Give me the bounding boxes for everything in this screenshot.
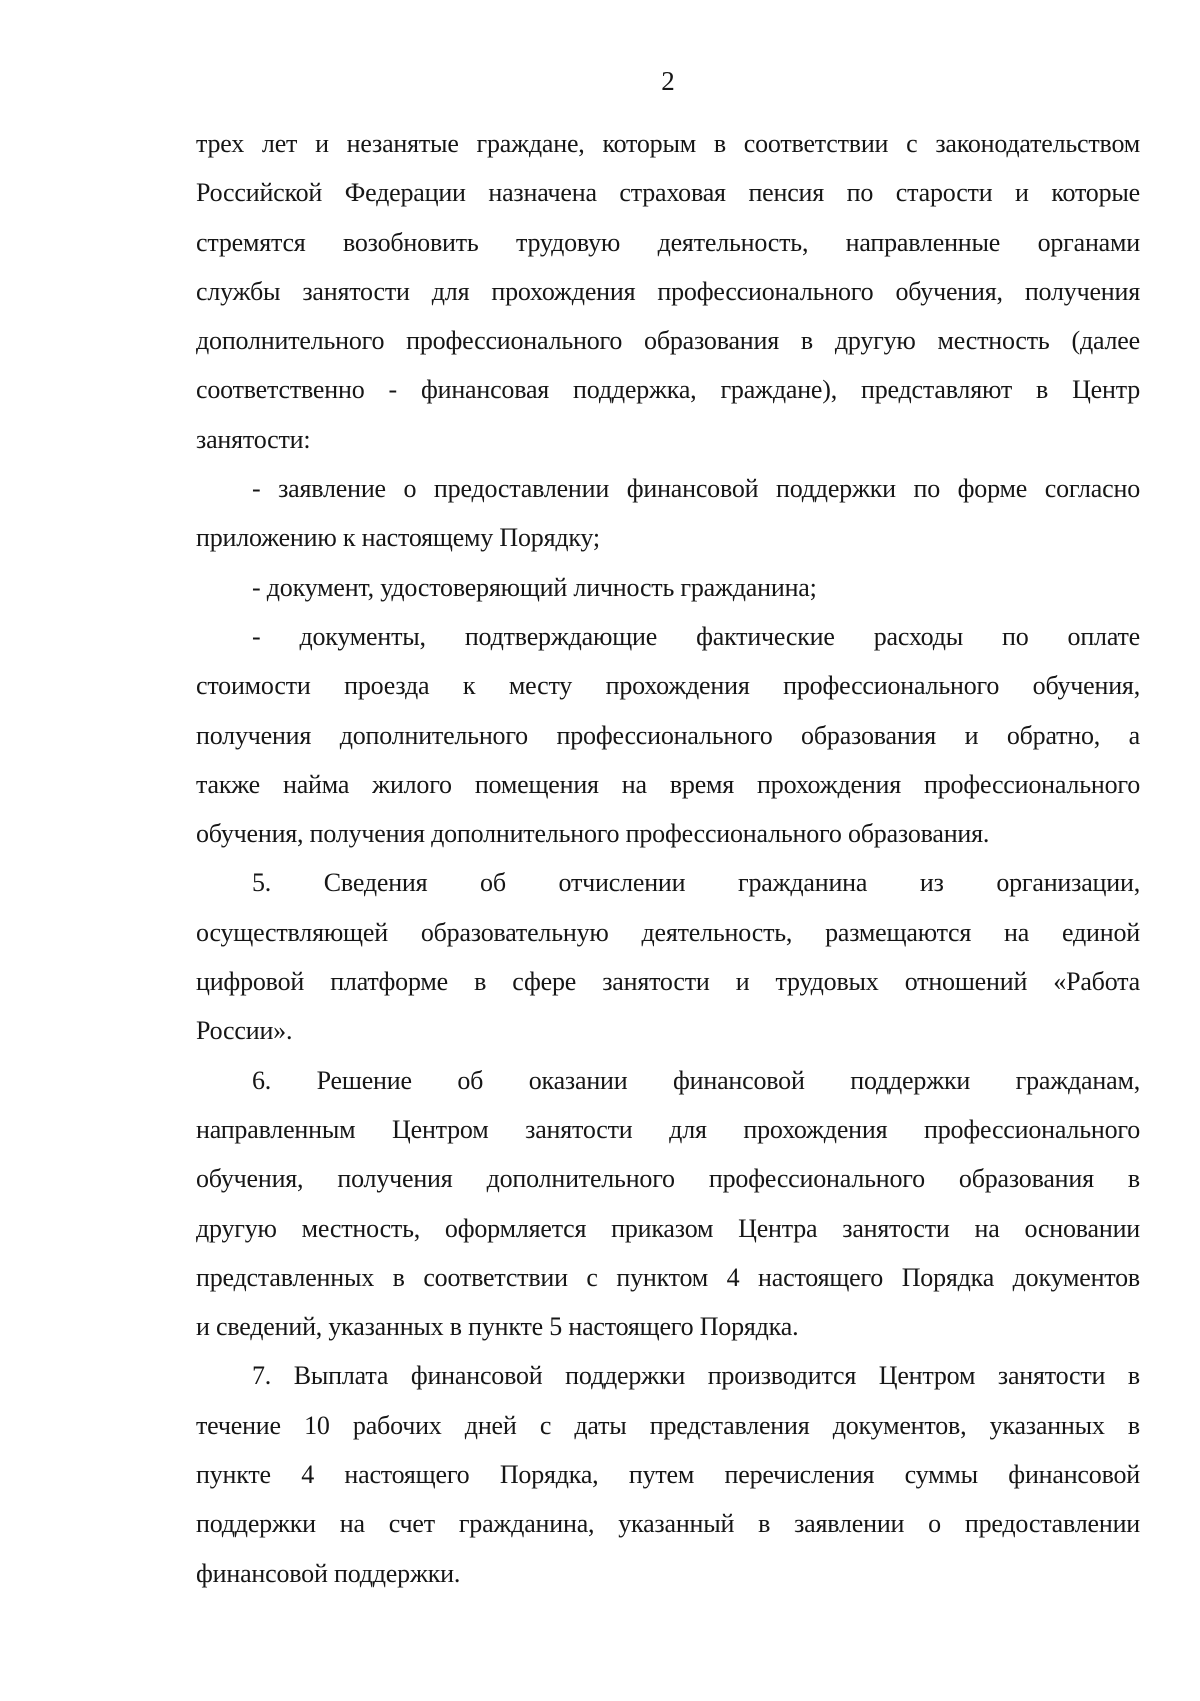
document-body (196, 119, 1140, 1598)
text-line: занятости: (196, 424, 311, 454)
text-line: финансовой поддержки. (196, 1558, 461, 1588)
paragraph (196, 1056, 1140, 1352)
text-line: 6. Решение об оказании финансовой поддержки гражданам, (252, 1065, 1140, 1095)
text-line: также найма жилого помещения на время прохождения профессионального (196, 769, 1140, 799)
text-line: приложению к настоящему Порядку; (196, 523, 600, 553)
page-number: 2 (661, 66, 675, 96)
text-line: и сведений, указанных в пункте 5 настоящего Порядка. (196, 1312, 799, 1342)
text-line: Российской Федерации назначена страховая пенсия по старости и которые (196, 178, 1140, 208)
text-line: представленных в соответствии с пунктом 4 настоящего Порядка документов (196, 1262, 1140, 1292)
paragraph (196, 563, 1140, 612)
text-line: осуществляющей образовательную деятельность, размещаются на единой (196, 917, 1140, 947)
paragraph (196, 464, 1140, 563)
text-line: другую местность, оформляется приказом Центра занятости на основании (196, 1213, 1140, 1243)
text-line: направленным Центром занятости для прохождения профессионального (196, 1114, 1140, 1144)
text-line: стремятся возобновить трудовую деятельность, направленные органами (196, 227, 1140, 257)
text-line: - заявление о предоставлении финансовой поддержки по форме согласно (252, 474, 1140, 504)
text-line: поддержки на счет гражданина, указанный в заявлении о предоставлении (196, 1509, 1140, 1539)
text-line: дополнительного профессионального образования в другую местность (далее (196, 326, 1140, 356)
paragraph (196, 612, 1140, 858)
text-line: получения дополнительного профессионального образования и обратно, а (196, 720, 1140, 750)
text-line: России». (196, 1016, 293, 1046)
paragraph (196, 858, 1140, 1055)
text-line: 5. Сведения об отчислении гражданина из организации, (252, 868, 1140, 898)
text-line: 7. Выплата финансовой поддержки производится Центром занятости в (252, 1361, 1140, 1391)
text-line: пункте 4 настоящего Порядка, путем перечисления суммы финансовой (196, 1460, 1140, 1490)
paragraph (196, 119, 1140, 464)
paragraph (196, 1351, 1140, 1597)
text-line: службы занятости для прохождения профессионального обучения, получения (196, 276, 1140, 306)
text-line: цифровой платформе в сфере занятости и трудовых отношений «Работа (196, 967, 1140, 997)
text-line: соответственно - финансовая поддержка, граждане), представляют в Центр (196, 375, 1140, 405)
text-line: - документы, подтверждающие фактические расходы по оплате (252, 621, 1140, 651)
text-line: стоимости проезда к месту прохождения профессионального обучения, (196, 671, 1140, 701)
text-line: обучения, получения дополнительного профессионального образования. (196, 819, 990, 849)
text-line: обучения, получения дополнительного профессионального образования в (196, 1164, 1140, 1194)
text-line: трех лет и незанятые граждане, которым в соответствии с законодательством (196, 129, 1140, 158)
text-line: течение 10 рабочих дней с даты представления документов, указанных в (196, 1410, 1140, 1440)
text-line: - документ, удостоверяющий личность гражданина; (252, 572, 817, 602)
